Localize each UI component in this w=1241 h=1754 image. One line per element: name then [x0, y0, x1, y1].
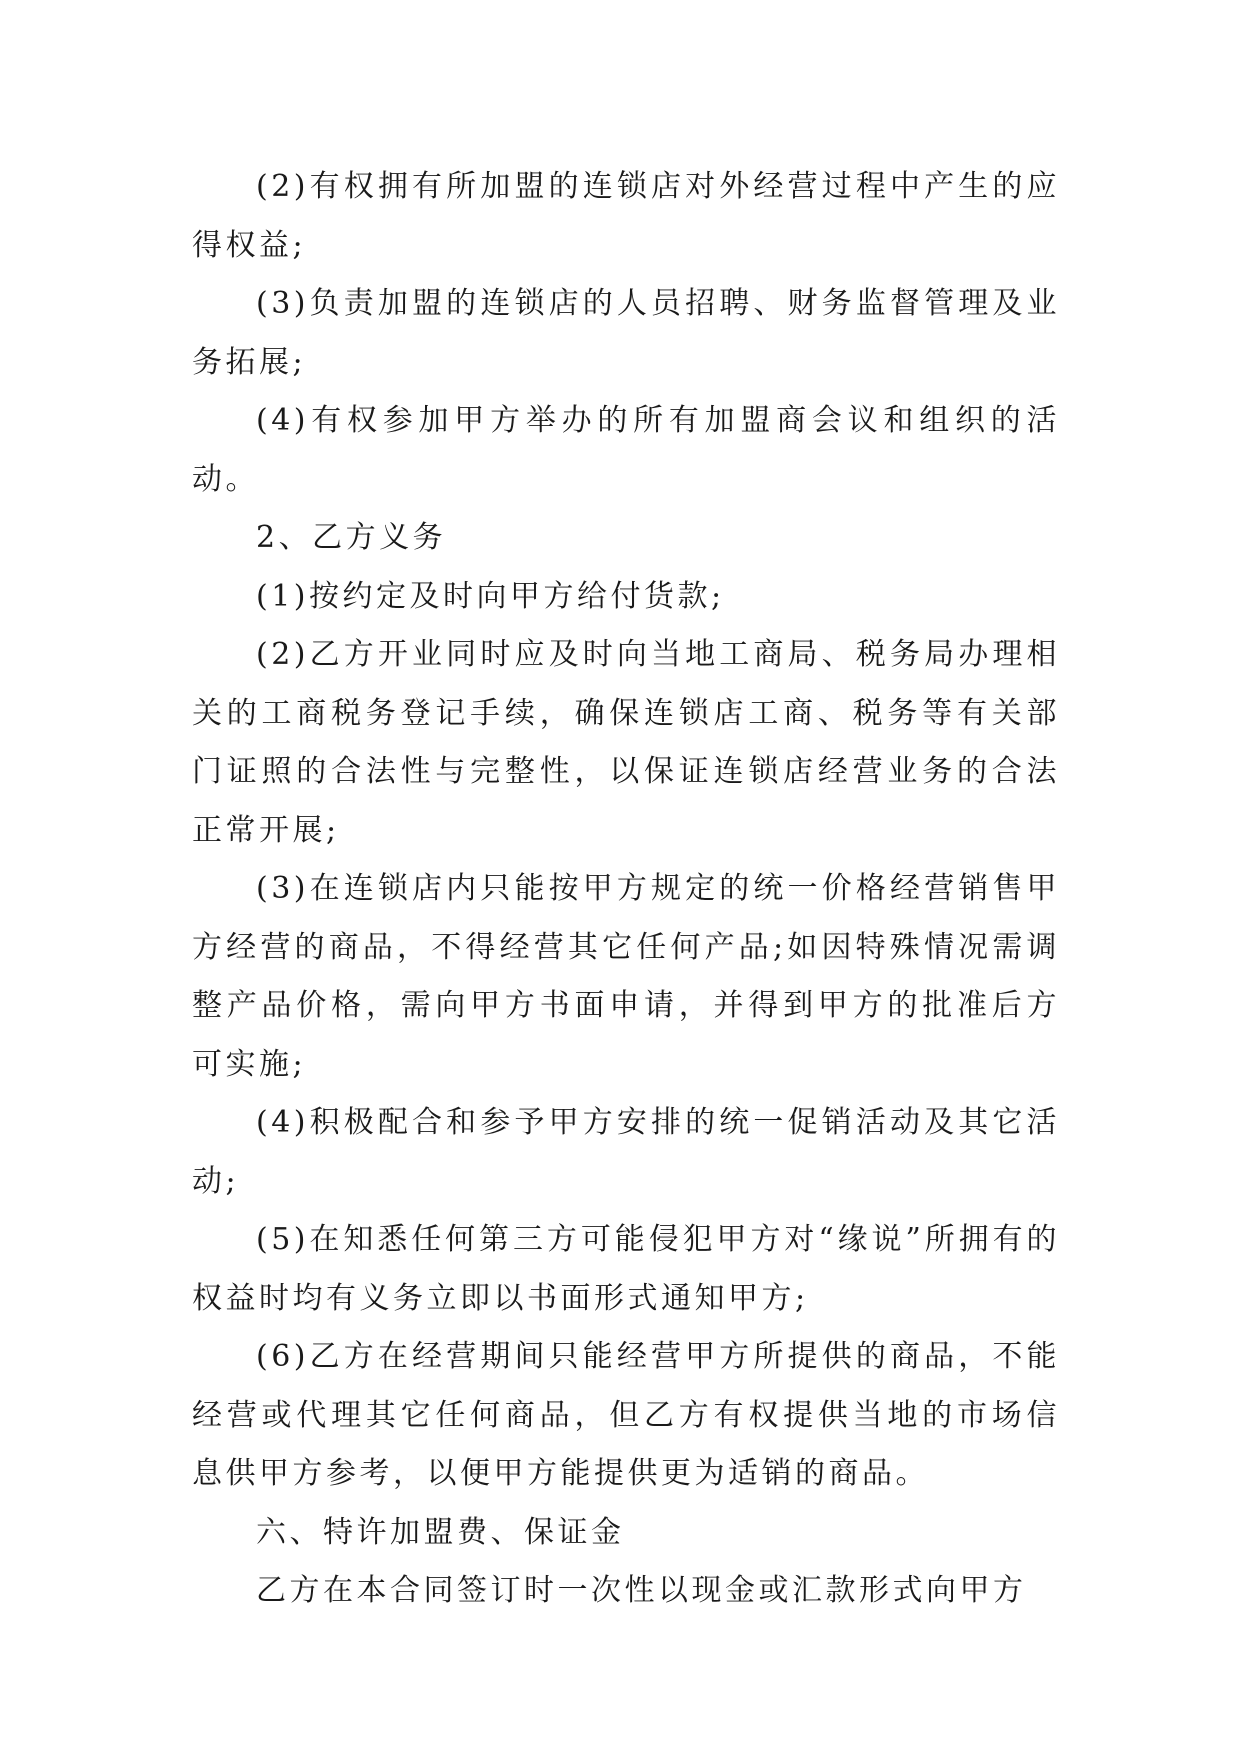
section-heading-fees: 六、特许加盟费、保证金	[256, 1514, 625, 1550]
paragraph-obligation-1: (1)按约定及时向甲方给付货款;	[256, 578, 725, 614]
paragraph-obligation-3: (3)在连锁店内只能按甲方规定的统一价格经营销售甲方经营的商品，不得经营其它任何产品;如因特殊情况需调整产品价格，需向甲方书面申请，并得到甲方的批准后方可实施;	[192, 871, 1060, 1082]
paragraph-obligation-6: (6)乙方在经营期间只能经营甲方所提供的商品，不能经营或代理其它任何商品，但乙方有权提供当地的市场信息供甲方参考，以便甲方能提供更为适销的商品。	[192, 1339, 1060, 1491]
paragraph-obligation-4: (4)积极配合和参予甲方安排的统一促销活动及其它活动;	[192, 1105, 1060, 1199]
paragraph-obligation-5: (5)在知悉任何第三方可能侵犯甲方对“缘说”所拥有的权益时均有义务立即以书面形式通知甲方;	[192, 1222, 1060, 1316]
paragraph-obligation-2: (2)乙方开业同时应及时向当地工商局、税务局办理相关的工商税务登记手续，确保连锁店工商、税务等有关部门证照的合法性与完整性，以保证连锁店经营业务的合法正常开展;	[192, 637, 1060, 848]
paragraph-right-3: (3)负责加盟的连锁店的人员招聘、财务监督管理及业务拓展;	[192, 286, 1060, 380]
paragraph-fees: 乙方在本合同签订时一次性以现金或汇款形式向甲方	[256, 1573, 1027, 1608]
paragraph-right-4: (4)有权参加甲方举办的所有加盟商会议和组织的活动。	[192, 403, 1060, 497]
document-body	[192, 158, 1060, 1621]
section-heading-obligations: 2、乙方义务	[256, 520, 447, 555]
paragraph-right-2: (2)有权拥有所加盟的连锁店对外经营过程中产生的应得权益;	[192, 169, 1060, 263]
